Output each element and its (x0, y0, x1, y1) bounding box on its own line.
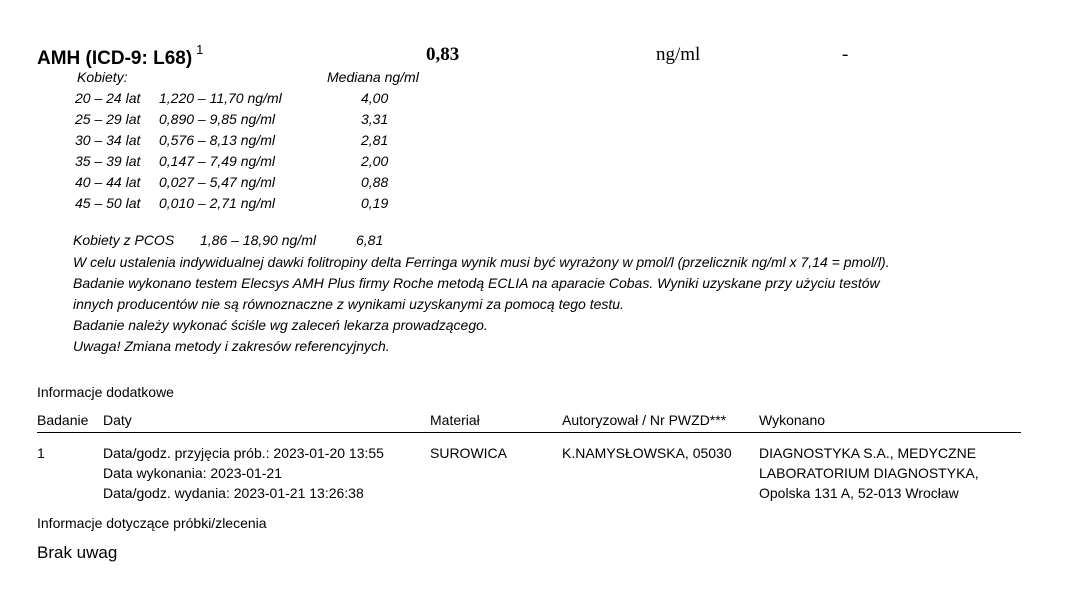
note-line: W celu ustalenia indywidualnej dawki folitropiny delta Ferringa wynik musi być wyrażony w pmol/l (przelicznik ng/ml x 7,14 = pmol/l). (73, 254, 890, 270)
reference-range: 0,027 – 5,47 ng/ml (159, 174, 275, 190)
test-unit: ng/ml (656, 44, 701, 65)
reference-group-label: Kobiety: (77, 69, 128, 85)
note-line: Badanie wykonano testem Elecsys AMH Plus firmy Roche metodą ECLIA na aparacie Cobas. Wyniki uzyskane przy użyciu testów (73, 275, 880, 291)
cell-badanie: 1 (37, 445, 45, 461)
header-wykonano: Wykonano (759, 412, 826, 428)
reference-age: 35 – 39 lat (75, 153, 141, 169)
sample-info-title: Informacje dotyczące próbki/zlecenia (37, 515, 267, 531)
pcos-median: 6,81 (356, 232, 384, 248)
header-badanie: Badanie (37, 412, 89, 428)
note-line: Uwaga! Zmiana metody i zakresów referencyjnych. (73, 338, 390, 354)
header-autoryzowal: Autoryzował / Nr PWZD*** (562, 412, 727, 428)
note-line: innych producentów nie są równoznaczne z wynikami uzyskanymi za pomocą tego testu. (73, 296, 624, 312)
date-performed: Data wykonania: 2023-01-21 (103, 465, 283, 481)
test-result: 0,83 (426, 44, 460, 65)
reference-median-label: Mediana ng/ml (327, 69, 419, 85)
reference-range: 0,147 – 7,49 ng/ml (159, 153, 275, 169)
reference-range: 1,220 – 11,70 ng/ml (159, 90, 282, 106)
test-flag: - (842, 44, 849, 65)
sample-remarks: Brak uwag (37, 543, 118, 562)
reference-median: 0,19 (361, 195, 389, 211)
reference-median: 3,31 (361, 111, 389, 127)
additional-info-title: Informacje dodatkowe (37, 384, 174, 400)
test-name-text: AMH (ICD-9: L68) (37, 48, 193, 69)
pcos-range: 1,86 – 18,90 ng/ml (200, 232, 316, 248)
pcos-label: Kobiety z PCOS (73, 232, 175, 248)
cell-wykonano (759, 443, 979, 503)
reference-age: 30 – 34 lat (75, 132, 141, 148)
cell-autoryzowal: K.NAMYSŁOWSKA, 05030 (562, 445, 732, 461)
cell-daty (103, 443, 384, 503)
test-name (37, 42, 203, 70)
lab-line: DIAGNOSTYKA S.A., MEDYCZNE (759, 445, 977, 461)
cell-material: SUROWICA (430, 445, 507, 461)
reference-age: 25 – 29 lat (75, 111, 141, 127)
lab-line: Opolska 131 A, 52-013 Wrocław (759, 485, 959, 501)
reference-range: 0,890 – 9,85 ng/ml (159, 111, 275, 127)
reference-range: 0,010 – 2,71 ng/ml (159, 195, 275, 211)
info-table (37, 411, 1021, 503)
reference-median: 0,88 (361, 174, 389, 190)
info-table-header (37, 411, 1021, 433)
test-superscript: 1 (196, 42, 204, 57)
reference-median: 4,00 (361, 90, 389, 106)
date-issued: Data/godz. wydania: 2023-01-21 13:26:38 (103, 485, 364, 501)
header-daty: Daty (103, 412, 132, 428)
table-row (37, 433, 1021, 503)
reference-age: 20 – 24 lat (75, 90, 141, 106)
reference-median: 2,00 (361, 153, 389, 169)
header-material: Materiał (430, 412, 480, 428)
notes-block (73, 252, 890, 357)
reference-median: 2,81 (361, 132, 389, 148)
date-received: Data/godz. przyjęcia prób.: 2023-01-20 13:55 (103, 445, 384, 461)
reference-range: 0,576 – 8,13 ng/ml (159, 132, 275, 148)
lab-line: LABORATORIUM DIAGNOSTYKA, (759, 465, 979, 481)
reference-age: 45 – 50 lat (75, 195, 141, 211)
note-line: Badanie należy wykonać ściśle wg zaleceń lekarza prowadzącego. (73, 317, 488, 333)
reference-age: 40 – 44 lat (75, 174, 141, 190)
